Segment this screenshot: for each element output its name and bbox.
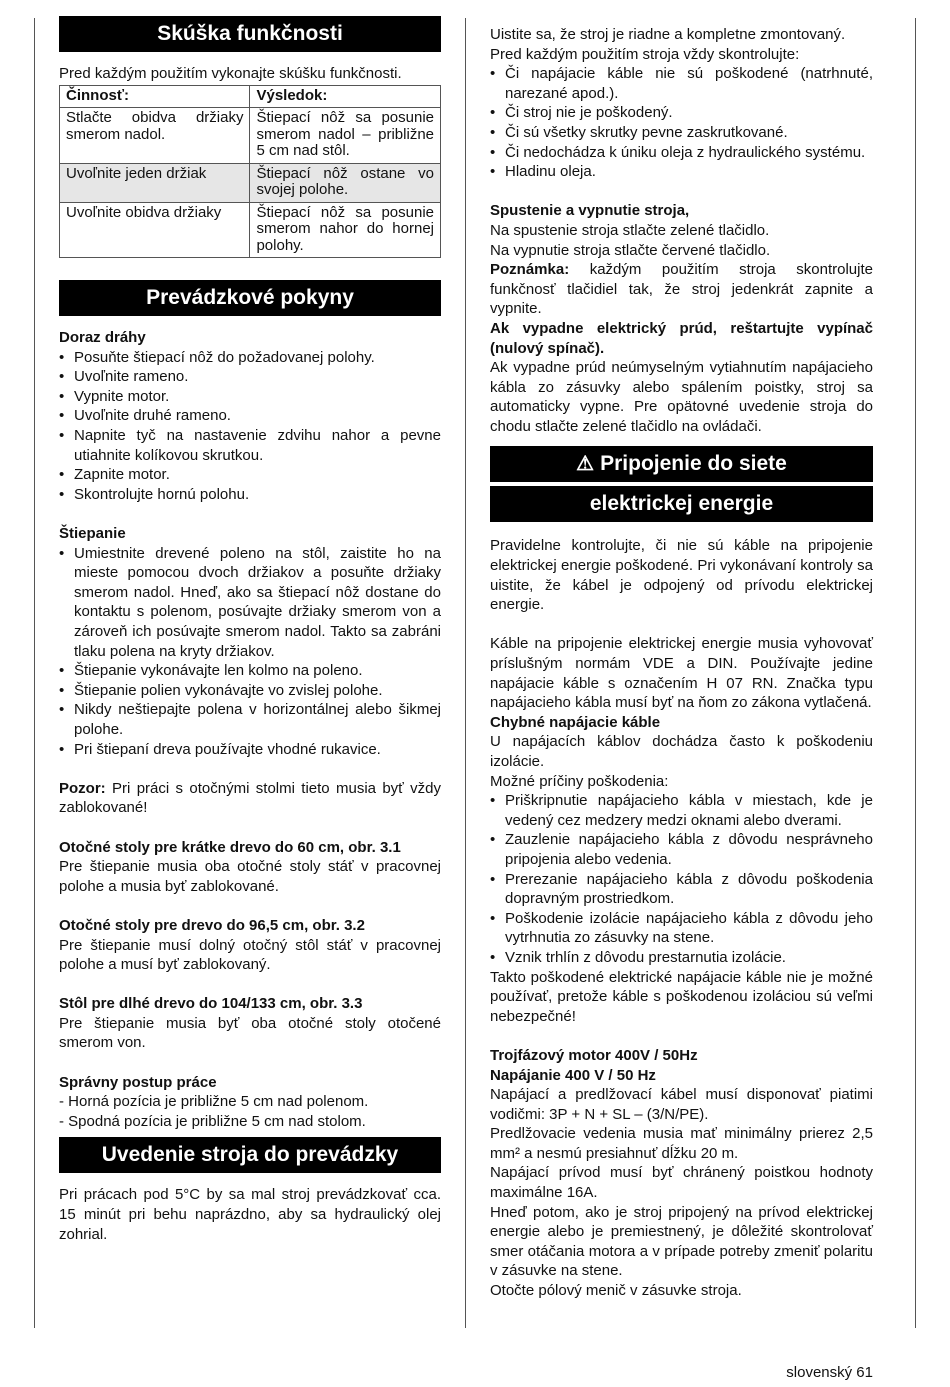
table-row: [60, 163, 441, 202]
faulty-cables-heading: Chybné napájacie káble: [490, 713, 661, 731]
supply-text: Napájací prívod musí byť chránený poistkou hodnoty maximálne 16A.: [490, 1164, 873, 1202]
supply-text: Predlžovacie vedenia musia mať minimálny prierez 2,5 mm² a nesmú presiahnuť dĺžku 20 m.: [490, 1125, 873, 1162]
list-item: • Hladinu oleja.: [490, 162, 873, 182]
note-paragraph: [490, 260, 873, 319]
list-item: • Prerezanie napájacieho kábla z dôvodu poškodenia dopravným prostriedkom.: [490, 870, 873, 909]
section-title-mains-connection: [490, 446, 873, 482]
list-item: • Zauzlenie napájacieho kábla z dôvodu nesprávneho pripojenia alebo vedenia.: [490, 830, 873, 869]
section-title-text: Pripojenie do siete: [600, 452, 787, 476]
list-item: • Pri štiepaní dreva používajte vhodné rukavice.: [59, 740, 441, 760]
splitting-list: [59, 544, 441, 760]
note-text: každým použitím stroja skontrolujte funkčnosť tlačidiel tak, že stroj jedenkrát zapnite a vypnite.: [490, 261, 873, 318]
splitting-heading: Štiepanie: [59, 525, 126, 543]
list-item: • Či nedochádza k úniku oleja z hydraulického systému.: [490, 143, 873, 163]
section-title-commissioning: Uvedenie stroja do prevádzky: [59, 1137, 441, 1173]
table-medium-text: Pre štiepanie musí dolný otočný stôl stáť v pracovnej polohe a musí byť zablokovaný.: [59, 936, 441, 974]
electric-check-text: Pravidelne kontrolujte, či nie sú káble na pripojenie elektrickej energie poškodené. Pri vykonávaní kontroly sa uistite, že kábel je odpojený od prívodu elektrickej energie.: [490, 537, 873, 614]
table-medium-heading: Otočné stoly pre drevo do 96,5 cm, obr. 3.2: [59, 916, 365, 934]
power-failure-heading: Ak vypadne elektrický prúd, reštartujte vypínač (nulový spínač).: [490, 319, 873, 357]
table-row: [60, 202, 441, 258]
procedure-heading: Správny postup práce: [59, 1073, 217, 1091]
table-cell: Uvoľnite jeden držiak: [60, 163, 250, 202]
caution-label: Pozor:: [59, 779, 106, 797]
supply-text: Napájací a predlžovací kábel musí disponovať piatimi vodičmi: 3P + N + SL – (3/N/PE).: [490, 1086, 873, 1123]
stroke-list: [59, 348, 441, 505]
list-item: • Či stroj nie je poškodený.: [490, 103, 873, 123]
faulty-cables-warning: Takto poškodené elektrické napájacie káble nie je možné používať, pretože káble s poškodenou izoláciou sú veľmi nebezpečné!: [490, 968, 873, 1025]
section-title-function-test: Skúška funkčnosti: [59, 16, 441, 52]
list-item: • Či sú všetky skrutky pevne zaskrutkované.: [490, 123, 873, 143]
faulty-cables-text: U napájacích káblov dochádza často k poškodeniu izolácie.: [490, 733, 873, 770]
table-cell: Stlačte obidva držiaky smerom nadol.: [60, 108, 250, 164]
power-failure-text: Ak vypadne prúd neúmyselným vytiahnutím napájacieho kábla zo zásuvky alebo spálením poistky, stroj sa automaticky vypne. Pre opätovné uvedenie stroja do chodu stlačte zelené tlačidlo na ovládači.: [490, 359, 873, 435]
section-title-electric-energy: elektrickej energie: [490, 486, 873, 522]
list-item: • Posuňte štiepací nôž do požadovanej polohy.: [59, 348, 441, 368]
left-column: [59, 16, 441, 1244]
commissioning-text: Pri prácach pod 5°C by sa mal stroj prevádzkovať cca. 15 minút pri behu naprázdno, aby sa hydraulický olej zohrial.: [59, 1186, 441, 1243]
list-item: • Umiestnite drevené poleno na stôl, zaistite ho na mieste pomocou dvoch držiakov a posuňte držiaky smerom nadol. Hneď, ako sa štiepací nôž dostane do kontaktu s polenom, posúvajte držiaky smerom von a zároveň ich posúvajte smerom nadol. Takto sa zabráni tlaku polena na kryty držiakov.: [59, 544, 441, 662]
stroke-heading: Doraz dráhy: [59, 329, 146, 347]
supply-text: Hneď potom, ako je stroj pripojený na prívod elektrickej energie alebo je premiestnený, je dôležité skontrolovať smer otáčania motora a v prípade potreby zmeniť polaritu v zásuvke na stene.: [490, 1203, 873, 1280]
table-short-text: Pre štiepanie musia oba otočné stoly stáť v pracovnej polohe a musia byť zablokované.: [59, 858, 441, 895]
list-item: • Napnite tyč na nastavenie zdvihu nahor a pevne utiahnite kolíkovou skrutkou.: [59, 426, 441, 465]
page-number: slovenský 61: [786, 1364, 873, 1381]
right-margin-rule: [915, 18, 916, 1328]
list-item: • Poškodenie izolácie napájacieho kábla z dôvodu jeho vytrhnutia zo zásuvky na stene.: [490, 909, 873, 948]
section-title-operating-instructions: Prevádzkové pokyny: [59, 280, 441, 316]
list-item: • Vypnite motor.: [59, 387, 441, 407]
list-item: • Štiepanie polien vykonávajte vo zvislej polohe.: [59, 681, 441, 701]
caution-text: Pri práci s otočnými stolmi tieto musia byť vždy zablokované!: [59, 779, 441, 817]
list-item: • Nikdy neštiepajte polena v horizontálnej alebo šikmej polohe.: [59, 700, 441, 739]
motor-heading: Trojfázový motor 400V / 50Hz: [490, 1046, 698, 1064]
table-header-result: Výsledok:: [250, 85, 441, 108]
list-item: • Uvoľnite rameno.: [59, 367, 441, 387]
note-label: Poznámka:: [490, 261, 570, 279]
electric-norms-text: Káble na pripojenie elektrickej energie musia vyhovovať príslušným normám VDE a DIN. Používajte jedine napájacie káble s označením H 07 RN. Značka typu napájacieho kábla musí byť na ňom zo zákona vytlačená.: [490, 635, 873, 712]
list-item: • Či napájacie káble nie sú poškodené (natrhnuté, narezané apod.).: [490, 64, 873, 103]
function-test-table: [59, 85, 441, 259]
table-short-heading: Otočné stoly pre krátke drevo do 60 cm, obr. 3.1: [59, 838, 401, 856]
assembly-check-text: Uistite sa, že stroj je riadne a kompletne zmontovaný.: [490, 26, 846, 43]
procedure-line: - Horná pozícia je približne 5 cm nad polenom.: [59, 1093, 369, 1111]
supply-text: Otočte pólový menič v zásuvke stroja.: [490, 1282, 742, 1300]
start-stop-heading: Spustenie a vypnutie stroja,: [490, 202, 690, 220]
table-header-action: Činnosť:: [60, 85, 250, 108]
list-item: • Skontrolujte hornú polohu.: [59, 485, 441, 505]
left-margin-rule: [34, 18, 35, 1328]
table-row: [60, 108, 441, 164]
pre-use-check-text: Pred každým použitím stroja vždy skontrolujte:: [490, 45, 800, 63]
center-column-rule: [465, 18, 466, 1328]
procedure-line: - Spodná pozícia je približne 5 cm nad stolom.: [59, 1112, 366, 1130]
list-item: • Zapnite motor.: [59, 465, 441, 485]
table-long-heading: Stôl pre dlhé drevo do 104/133 cm, obr. 3.3: [59, 995, 363, 1013]
list-item: • Priškripnutie napájacieho kábla v miestach, kde je vedený cez medzery medzi oknami alebo dverami.: [490, 791, 873, 830]
pre-use-checklist: [490, 64, 873, 182]
table-cell: Štiepací nôž sa posunie smerom nahor do hornej polohy.: [250, 202, 441, 258]
caution-paragraph: [59, 779, 441, 818]
list-item: • Štiepanie vykonávajte len kolmo na poleno.: [59, 661, 441, 681]
start-text: Na spustenie stroja stlačte zelené tlačidlo.: [490, 221, 770, 239]
list-item: • Vznik trhlín z dôvodu prestarnutia izolácie.: [490, 948, 873, 968]
table-cell: Štiepací nôž sa posunie smerom nadol – približne 5 cm nad stôl.: [250, 108, 441, 164]
table-header-row: [60, 85, 441, 108]
table-cell: Uvoľnite obidva držiaky: [60, 202, 250, 258]
list-item: • Uvoľnite druhé rameno.: [59, 406, 441, 426]
table-long-text: Pre štiepanie musia byť oba otočné stoly otočené smerom von.: [59, 1014, 441, 1052]
damage-causes-intro: Možné príčiny poškodenia:: [490, 772, 669, 790]
damage-causes-list: [490, 791, 873, 967]
supply-heading: Napájanie 400 V / 50 Hz: [490, 1066, 656, 1084]
stop-text: Na vypnutie stroja stlačte červené tlačidlo.: [490, 241, 771, 259]
function-test-intro: Pred každým použitím vykonajte skúšku funkčnosti.: [59, 65, 402, 82]
table-cell: Štiepací nôž ostane vo svojej polohe.: [250, 163, 441, 202]
right-column: [490, 25, 873, 1301]
warning-triangle-icon: ⚠: [576, 453, 595, 476]
